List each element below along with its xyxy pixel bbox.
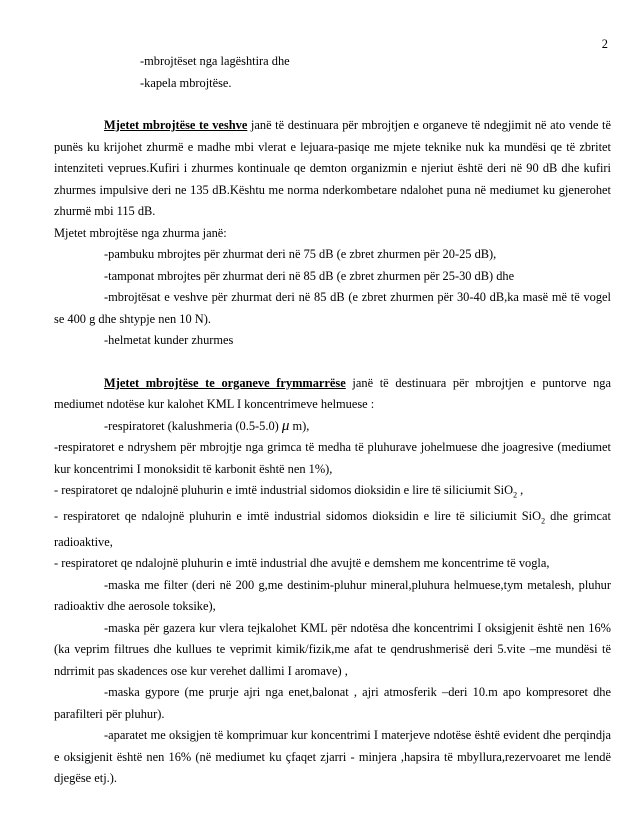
paragraph-respiratory-protection (54, 373, 611, 416)
paragraph-text: janë të destinuara për mbrojtjen e organeve të ndegjimit në ato vende të punës ku krijohet zhurmë e madhe mbi vlerat e lejuara-pasiqe me mjete teknike nuk ka mundësi qe të zbritet intenziteti veprues.Kufiri i zhurmes kontinuale qe demton organizmin e njeriut është deri në 90 dB dhe kufiri zhurmes impulsive deri ne 135 dB.Kështu me norma nderkombetare ndalohet puna në mediumet ku gjenerohet zhurmë mbi 115 dB. (54, 118, 611, 218)
list-item: -maska gypore (me prurje ajri nga enet,balonat , ajri atmosferik –deri 10.m apo kompresoret dhe parafilteri për pluhur). (54, 685, 611, 721)
list-item: -respiratoret e ndryshem për mbrojtje nga grimca të medha të pluhurave johelmuese dhe joagresive (mediumet kur koncentrimi I monoksidit të karbonit është nen 1%), (54, 440, 611, 476)
list-item (54, 506, 611, 553)
text-run: , (517, 483, 524, 497)
list-item: -maska me filter (deri në 200 g,me destinim-pluhur mineral,pluhura helmuese,tym metalesh, pluhur radioaktiv dhe aerosole toksike), (54, 577, 611, 614)
list-item (54, 416, 611, 438)
subscript: 2 (541, 516, 546, 526)
spacer (54, 94, 611, 115)
text-run: - respiratoret qe ndalojnë pluhurin e imtë industrial sidomos dioksidin e lire të siliciumit SiO (54, 483, 514, 497)
list-item: -pambuku mbrojtes për zhurmat deri në 75 dB (e zbret zhurmen për 20-25 dB), (104, 247, 497, 261)
spacer (54, 352, 611, 373)
list-item: -tamponat mbrojtes për zhurmat deri në 85 dB (e zbret zhurmen për 25-30 dB) dhe (104, 268, 515, 283)
text-run: -respiratoret (kalushmeria (0.5-5.0) (104, 418, 282, 433)
list-item: -aparatet me oksigjen të komprimuar kur koncentrimi I materjeve ndotëse është evident dhe perqindja e oksigjenit është nen 16% (në mediumet ku çfaqet zjarri - minjera ,hapsira të mbyllura,rezervoaret me lendë djegëse etj.). (54, 728, 611, 786)
list-item: -maska për gazera kur vlera tejkalohet KML për ndotësa dhe koncentrimi I oksigjenit është nen 16% (ka veprim filtrues dhe kullues te veprimit kimik/fizik,me afat te qendrushmerisë deri 5.vite –me mundësi të ndrrimit pas skadences ose kur verehet dallimi I aromave) , (54, 620, 611, 678)
section-heading: Mjetet mbrojtëse te veshve (104, 118, 248, 132)
mu-symbol: μ (281, 417, 290, 434)
section-heading: Mjetet mbrojtëse te organeve frymmarrëse (104, 375, 346, 390)
list-item (54, 480, 611, 506)
list-title: Mjetet mbrojtëse nga zhurma janë: (54, 225, 227, 240)
list-line: -kapela mbrojtëse. (140, 75, 232, 90)
paragraph-text: janë të destinuara për mbrojtjen e puntorve nga mediumet ndotëse kur kalohet KML I koncentrimeve helmuese : (54, 375, 611, 411)
text-run: - respiratoret qe ndalojnë pluhurin e imtë industrial sidomos dioksidin e lire të siliciumit SiO (54, 508, 542, 523)
subscript: 2 (513, 490, 518, 500)
paragraph-ear-protection (54, 115, 611, 223)
text-run: m), (289, 418, 310, 433)
list-item: - respiratoret qe ndalojnë pluhurin e imtë industrial dhe avujtë e demshem me koncentrime të vogla, (54, 556, 550, 571)
document-body (54, 51, 611, 790)
text-run: dhe grimcat radioaktive, (54, 508, 611, 549)
list-item: -mbrojtësat e veshve për zhurmat deri në 85 dB (e zbret zhurmen për 30-40 dB,ka masë më të vogel se 400 g dhe shtypje nen 10 N). (54, 290, 611, 326)
page-number: 2 (601, 37, 608, 51)
list-line: -mbrojtëset nga lagështira dhe (140, 54, 290, 68)
list-item: -helmetat kunder zhurmes (104, 333, 234, 347)
